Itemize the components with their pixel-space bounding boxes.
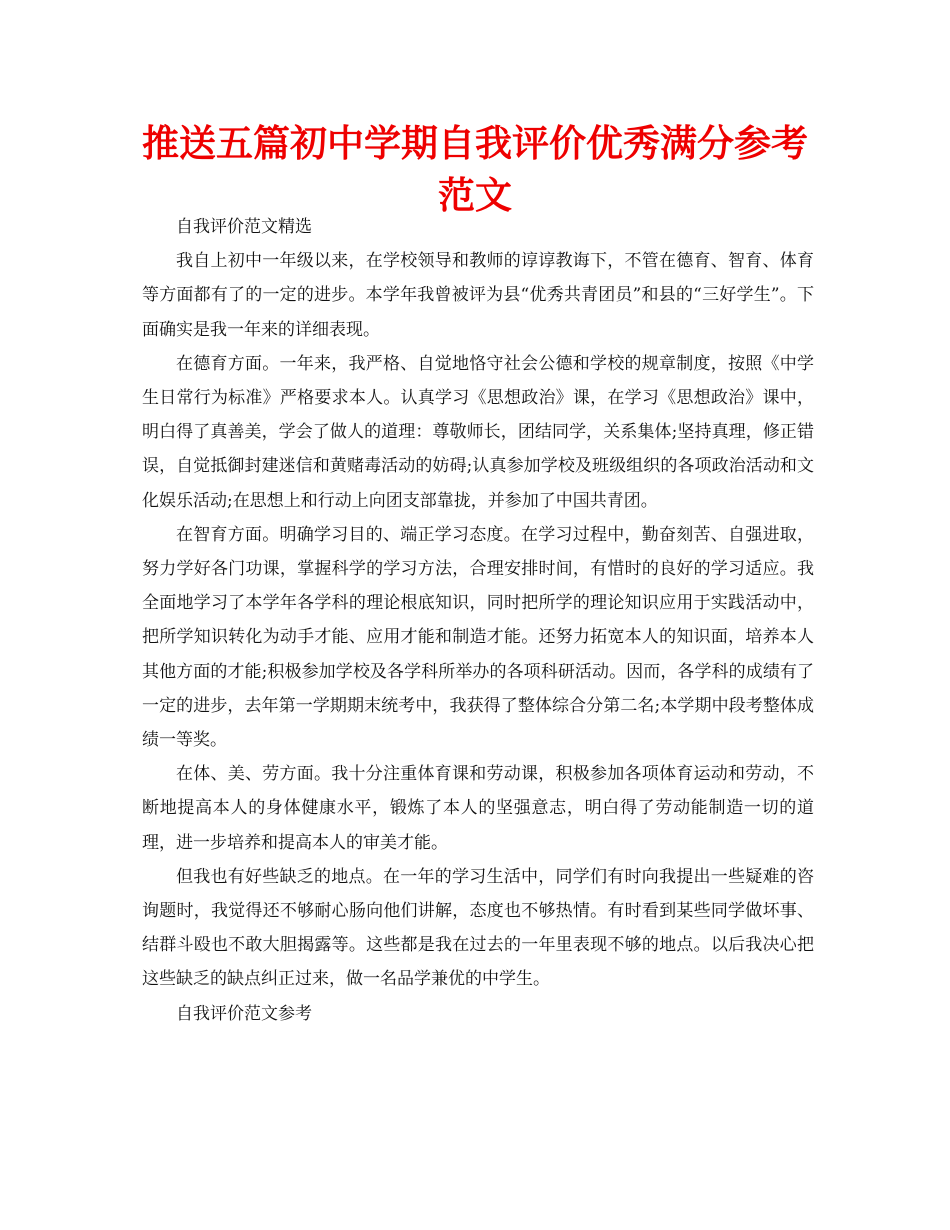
title-line-1: 推送五篇初中学期自我评价优秀满分参考 (142, 122, 808, 165)
section-heading-reference: 自我评价范文参考 (176, 1003, 312, 1024)
document-title (120, 118, 830, 222)
title-line-2: 范文 (438, 174, 512, 217)
paragraph-moral: 在德育方面。一年来，我严格、自觉地恪守社会公德和学校的规章制度，按照《中学生日常行为标准》严格要求本人。认真学习《思想政治》课，在学习《思想政治》课中，明白得了真善美，学会了做人的道理：尊敬师长，团结同学，关系集体;坚持真理，修正错误，自觉抵御封建迷信和黄赌毒活动的妨碍;认真参加学校及班级组织的各项政治活动和文化娱乐活动;在思想上和行动上向团支部靠拢，并参加了中国共青团。 (142, 353, 814, 511)
section-heading-selected: 自我评价范文精选 (176, 217, 312, 237)
paragraph-physical-aesthetic-labor: 在体、美、劳方面。我十分注重体育课和劳动课，积极参加各项体育运动和劳动，不断地提高本人的身体健康水平，锻炼了本人的坚强意志，明白得了劳动能制造一切的道理，进一步培养和提高本人的审美才能。 (142, 764, 814, 853)
paragraph-shortcomings: 但我也有好些缺乏的地点。在一年的学习生活中，同学们有时向我提出一些疑难的咨询题时，我觉得还不够耐心肠向他们讲解，态度也不够热情。有时看到某些同学做坏事、结群斗殴也不敢大胆揭露等。这些都是我在过去的一年里表现不够的地点。以后我决心把这些缺乏的缺点纠正过来，做一名品学兼优的中学生。 (142, 866, 814, 990)
paragraph-intellectual: 在智育方面。明确学习目的、端正学习态度。在学习过程中，勤奋刻苦、自强进取，努力学好各门功课，掌握科学的学习方法，合理安排时间，有惜时的良好的学习适应。我全面地学习了本学年各学科的理论根底知识，同时把所学的理论知识应用于实践活动中，把所学知识转化为动手才能、应用才能和制造才能。还努力拓宽本人的知识面，培养本人其他方面的才能;积极参加学校及各学科所举办的各项科研活动。因而，各学科的成绩有了一定的进步，去年第一学期期末统考中，我获得了整体综合分第二名;本学期中段考整体成绩一等奖。 (142, 524, 814, 751)
document-body (142, 210, 814, 1031)
paragraph-intro: 我自上初中一年级以来，在学校领导和教师的谆谆教诲下，不管在德育、智育、体育等方面都有了的一定的进步。本学年我曾被评为县“优秀共青团员”和县的“三好学生”。下面确实是我一年来的详细表现。 (142, 251, 814, 340)
